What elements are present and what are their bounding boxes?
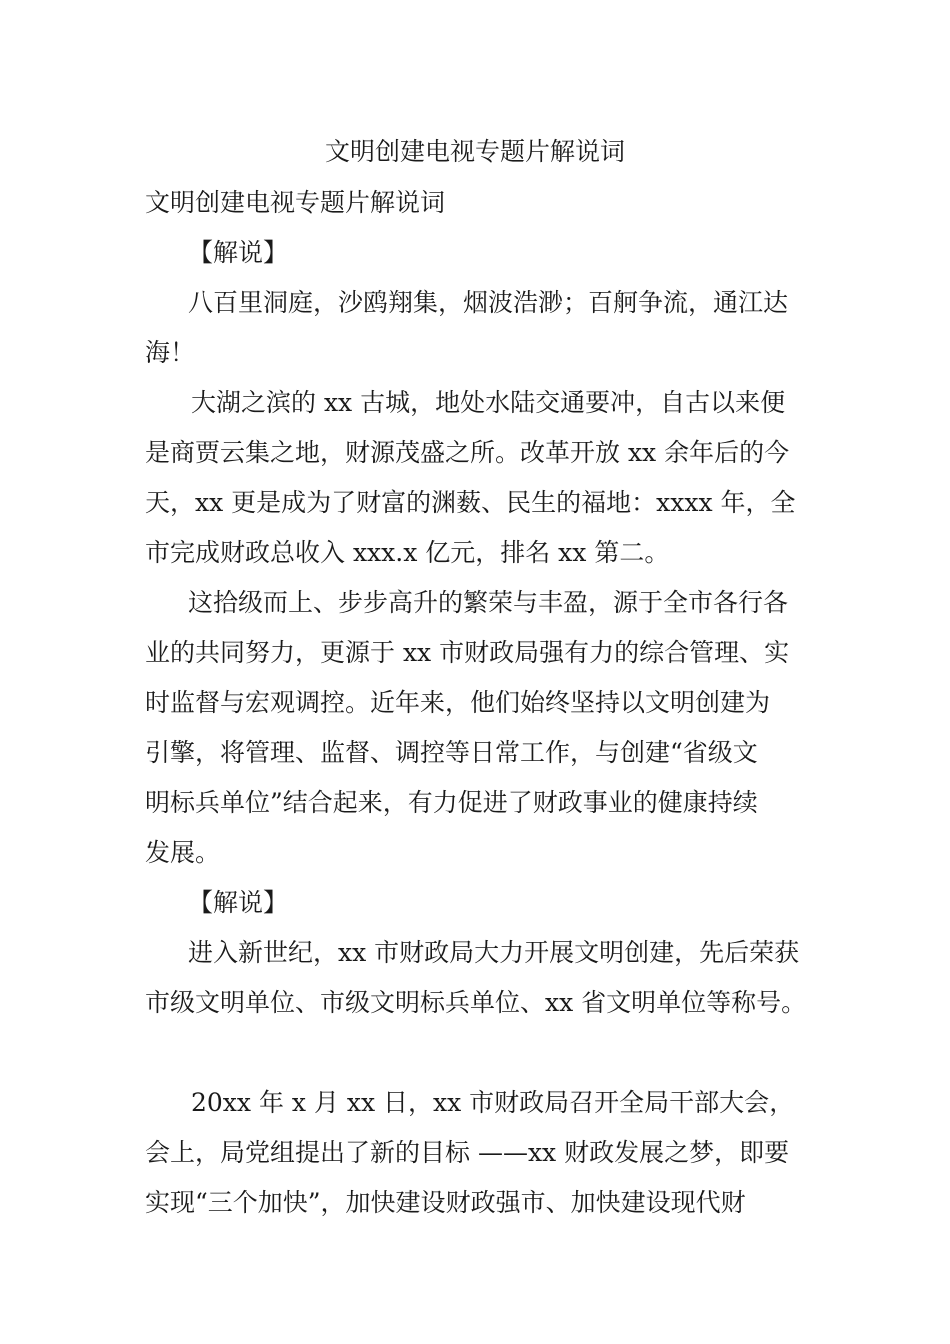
section-marker: 【解说】 bbox=[188, 888, 289, 917]
paragraph-line: 市级文明单位、市级文明标兵单位、xx 省文明单位等称号。 bbox=[145, 988, 807, 1017]
document-body bbox=[145, 178, 810, 1228]
subtitle-line: 文明创建电视专题片解说词 bbox=[145, 188, 446, 217]
paragraph-line: 是商贾云集之地，财源茂盛之所。改革开放 xx 余年后的今 bbox=[145, 438, 790, 467]
paragraph-line: 海！ bbox=[145, 338, 196, 367]
paragraph-line: 会上，局党组提出了新的目标 ——xx 财政发展之梦，即要 bbox=[145, 1138, 790, 1167]
blank-line bbox=[145, 1028, 810, 1078]
paragraph-line: 市完成财政总收入 xxx.x 亿元，排名 xx 第二。 bbox=[145, 538, 670, 567]
paragraph-line: 八百里洞庭，沙鸥翔集，烟波浩渺；百舸争流，通江达 bbox=[188, 288, 789, 317]
paragraph-line: 时监督与宏观调控。近年来，他们始终坚持以文明创建为 bbox=[145, 688, 771, 717]
paragraph-line: 进入新世纪，xx 市财政局大力开展文明创建，先后荣获 bbox=[188, 938, 800, 967]
paragraph-line: 20xx 年 x 月 xx 日，xx 市财政局召开全局干部大会， bbox=[191, 1088, 795, 1117]
paragraph-line: 这拾级而上、步步高升的繁荣与丰盈，源于全市各行各 bbox=[188, 588, 789, 617]
paragraph-line: 大湖之滨的 xx 古城，地处水陆交通要冲，自古以来便 bbox=[191, 388, 786, 417]
paragraph-line: 天，xx 更是成为了财富的渊薮、民生的福地：xxxx 年，全 bbox=[145, 488, 796, 517]
paragraph-line: 业的共同努力，更源于 xx 市财政局强有力的综合管理、实 bbox=[145, 638, 790, 667]
paragraph-line: 发展。 bbox=[145, 838, 221, 867]
section-marker: 【解说】 bbox=[188, 238, 289, 267]
document-title: 文明创建电视专题片解说词 bbox=[324, 137, 625, 166]
paragraph-line: 明标兵单位”结合起来，有力促进了财政事业的健康持续 bbox=[145, 788, 758, 817]
paragraph-line: 引擎，将管理、监督、调控等日常工作，与创建“省级文 bbox=[145, 738, 758, 767]
paragraph-line: 实现“三个加快”，加快建设财政强市、加快建设现代财 bbox=[145, 1188, 746, 1217]
